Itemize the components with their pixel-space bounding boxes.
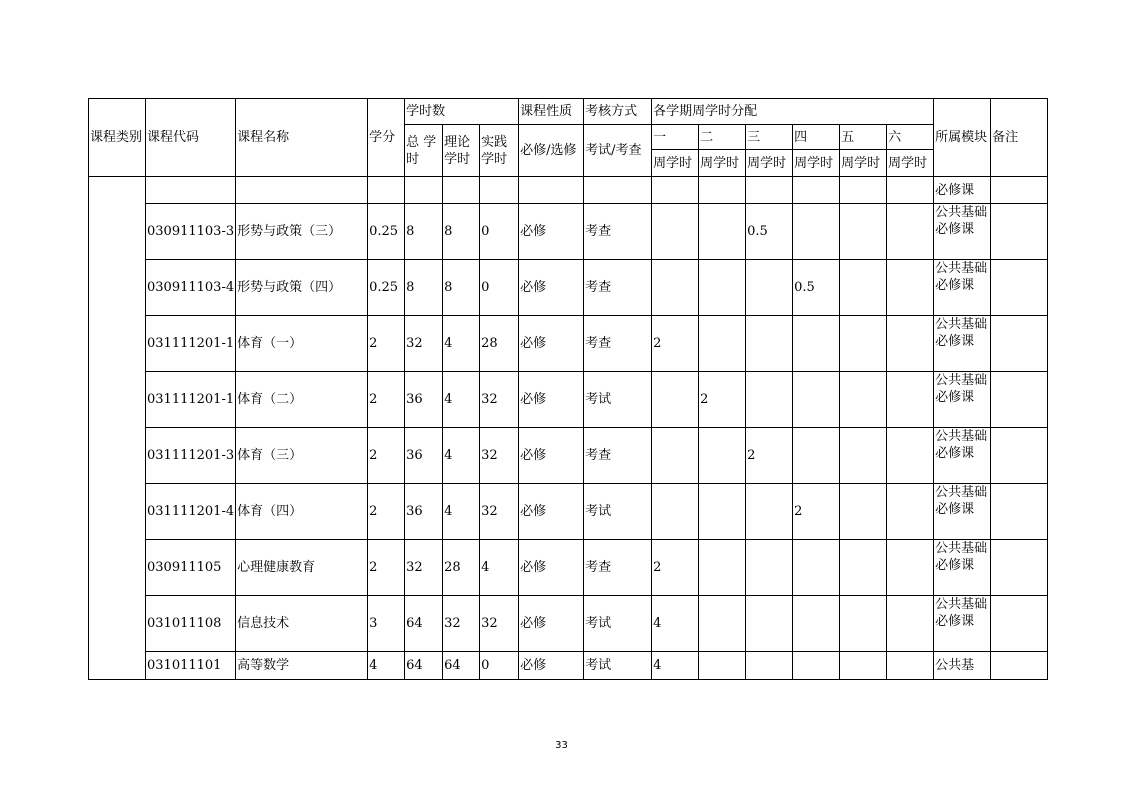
course-total-hours [405,177,443,204]
semester-2-hours [699,484,746,540]
course-theory-hours: 28 [443,540,480,596]
course-exam: 考查 [584,428,652,484]
course-credit: 3 [368,596,405,652]
course-remark [991,204,1048,260]
course-name: 形势与政策（三） [236,204,368,260]
semester-5-hours [840,204,887,260]
course-nature: 必修 [519,204,584,260]
course-total-hours: 36 [405,484,443,540]
course-theory-hours: 64 [443,652,480,680]
course-exam: 考试 [584,596,652,652]
course-theory-hours: 4 [443,484,480,540]
course-remark [991,652,1048,680]
semester-6-hours [887,204,934,260]
course-row [89,428,1048,484]
course-row [89,177,1048,204]
course-credit: 4 [368,652,405,680]
header-semester-5: 五 [840,125,887,150]
header-weekly-hours: 周学时 [840,150,887,177]
course-nature: 必修 [519,372,584,428]
course-code: 030911105 [146,540,236,596]
course-theory-hours: 8 [443,204,480,260]
course-name: 心理健康教育 [236,540,368,596]
course-exam: 考查 [584,260,652,316]
course-credit: 2 [368,540,405,596]
semester-2-hours [699,204,746,260]
course-code: 031011108 [146,596,236,652]
course-code: 031111201-4 [146,484,236,540]
course-credit: 2 [368,316,405,372]
header-credit: 学分 [368,99,405,177]
course-exam: 考试 [584,652,652,680]
course-total-hours: 32 [405,540,443,596]
course-exam: 考查 [584,204,652,260]
course-theory-hours: 32 [443,596,480,652]
header-weekly-hours: 周学时 [699,150,746,177]
semester-3-hours [746,177,793,204]
page-number: 33 [555,740,568,751]
semester-2-hours [699,177,746,204]
header-weekly-hours: 周学时 [746,150,793,177]
header-hours-group: 学时数 [405,99,519,125]
course-code: 031011101 [146,652,236,680]
course-practice-hours: 32 [480,372,519,428]
course-row [89,652,1048,680]
header-nature: 必修/选修 [519,125,584,177]
course-exam: 考查 [584,540,652,596]
semester-2-hours [699,260,746,316]
curriculum-table [88,98,1048,680]
semester-3-hours [746,484,793,540]
semester-3-hours [746,316,793,372]
semester-5-hours [840,652,887,680]
course-name: 体育（三） [236,428,368,484]
course-total-hours: 64 [405,652,443,680]
course-row [89,596,1048,652]
course-row [89,372,1048,428]
header-practice-hours: 实践学时 [480,125,519,177]
header-semester-2: 二 [699,125,746,150]
course-exam: 考试 [584,372,652,428]
semester-4-hours [793,204,840,260]
course-nature: 必修 [519,484,584,540]
header-semester-group: 各学期周学时分配 [652,99,934,125]
semester-4-hours [793,372,840,428]
semester-5-hours [840,260,887,316]
semester-1-hours [652,428,699,484]
course-total-hours: 64 [405,596,443,652]
semester-3-hours [746,652,793,680]
course-name: 高等数学 [236,652,368,680]
header-code: 课程代码 [146,99,236,177]
semester-6-hours [887,316,934,372]
course-row [89,316,1048,372]
header-weekly-hours: 周学时 [652,150,699,177]
course-module: 公共基础必修课 [934,316,991,372]
semester-4-hours [793,428,840,484]
course-credit: 2 [368,484,405,540]
header-semester-1: 一 [652,125,699,150]
course-module: 公共基础必修课 [934,204,991,260]
course-row [89,260,1048,316]
semester-2-hours [699,540,746,596]
course-name: 形势与政策（四） [236,260,368,316]
semester-3-hours [746,596,793,652]
semester-4-hours [793,177,840,204]
course-code [146,177,236,204]
semester-5-hours [840,372,887,428]
course-remark [991,484,1048,540]
semester-4-hours [793,652,840,680]
semester-1-hours [652,484,699,540]
course-credit: 0.25 [368,204,405,260]
course-practice-hours: 0 [480,260,519,316]
semester-5-hours [840,316,887,372]
course-total-hours: 8 [405,204,443,260]
course-row [89,484,1048,540]
header-exam-group: 考核方式 [584,99,652,125]
semester-3-hours [746,260,793,316]
semester-3-hours: 2 [746,428,793,484]
course-remark [991,260,1048,316]
semester-5-hours [840,428,887,484]
course-theory-hours: 4 [443,428,480,484]
course-remark [991,596,1048,652]
course-total-hours: 32 [405,316,443,372]
header-theory-hours: 理论学时 [443,125,480,177]
semester-3-hours: 0.5 [746,204,793,260]
course-practice-hours: 32 [480,484,519,540]
course-code: 030911103-4 [146,260,236,316]
course-exam [584,177,652,204]
header-weekly-hours: 周学时 [793,150,840,177]
course-remark [991,177,1048,204]
course-theory-hours: 4 [443,372,480,428]
semester-1-hours [652,204,699,260]
semester-1-hours [652,177,699,204]
course-total-hours: 36 [405,428,443,484]
course-exam: 考查 [584,316,652,372]
course-remark [991,316,1048,372]
semester-4-hours: 2 [793,484,840,540]
course-category-cell [89,177,146,680]
semester-4-hours [793,540,840,596]
course-row [89,540,1048,596]
course-module: 公共基础必修课 [934,260,991,316]
course-module: 公共基础必修课 [934,428,991,484]
course-total-hours: 36 [405,372,443,428]
course-module: 必修课 [934,177,991,204]
header-name: 课程名称 [236,99,368,177]
header-category: 课程类别 [89,99,146,177]
semester-6-hours [887,540,934,596]
semester-3-hours [746,372,793,428]
course-code: 030911103-3 [146,204,236,260]
course-module: 公共基础必修课 [934,372,991,428]
semester-5-hours [840,540,887,596]
course-practice-hours: 32 [480,596,519,652]
course-code: 031111201-1 [146,372,236,428]
course-nature: 必修 [519,652,584,680]
course-practice-hours: 32 [480,428,519,484]
course-nature: 必修 [519,596,584,652]
course-theory-hours [443,177,480,204]
course-nature: 必修 [519,260,584,316]
semester-5-hours [840,484,887,540]
header-nature-group: 课程性质 [519,99,584,125]
semester-6-hours [887,484,934,540]
header-semester-3: 三 [746,125,793,150]
course-nature: 必修 [519,540,584,596]
semester-1-hours: 4 [652,652,699,680]
header-semester-6: 六 [887,125,934,150]
course-practice-hours: 4 [480,540,519,596]
semester-4-hours [793,596,840,652]
course-name: 体育（四） [236,484,368,540]
course-module: 公共基础必修课 [934,596,991,652]
course-row [89,204,1048,260]
course-exam: 考试 [584,484,652,540]
course-module: 公共基础必修课 [934,540,991,596]
semester-6-hours [887,260,934,316]
header-module: 所属模块 [934,99,991,177]
semester-1-hours: 4 [652,596,699,652]
semester-2-hours: 2 [699,372,746,428]
semester-6-hours [887,177,934,204]
semester-6-hours [887,652,934,680]
semester-2-hours [699,428,746,484]
course-practice-hours: 28 [480,316,519,372]
course-nature: 必修 [519,428,584,484]
course-practice-hours [480,177,519,204]
course-remark [991,540,1048,596]
header-semester-4: 四 [793,125,840,150]
course-total-hours: 8 [405,260,443,316]
semester-6-hours [887,428,934,484]
semester-5-hours [840,596,887,652]
semester-4-hours: 0.5 [793,260,840,316]
header-weekly-hours: 周学时 [887,150,934,177]
course-name: 信息技术 [236,596,368,652]
course-credit: 2 [368,372,405,428]
semester-6-hours [887,372,934,428]
semester-2-hours [699,596,746,652]
semester-5-hours [840,177,887,204]
course-name [236,177,368,204]
semester-1-hours [652,372,699,428]
header-exam: 考试/考查 [584,125,652,177]
course-nature [519,177,584,204]
header-remark: 备注 [991,99,1048,177]
course-name: 体育（一） [236,316,368,372]
course-credit: 0.25 [368,260,405,316]
semester-1-hours: 2 [652,540,699,596]
course-credit: 2 [368,428,405,484]
course-remark [991,428,1048,484]
semester-2-hours [699,652,746,680]
course-theory-hours: 8 [443,260,480,316]
course-module: 公共基 [934,652,991,680]
course-remark [991,372,1048,428]
semester-3-hours [746,540,793,596]
course-nature: 必修 [519,316,584,372]
header-total-hours: 总 学时 [405,125,443,177]
semester-4-hours [793,316,840,372]
semester-2-hours [699,316,746,372]
course-code: 031111201-3 [146,428,236,484]
semester-6-hours [887,596,934,652]
course-name: 体育（二） [236,372,368,428]
semester-1-hours [652,260,699,316]
semester-1-hours: 2 [652,316,699,372]
course-theory-hours: 4 [443,316,480,372]
curriculum-table-wrapper [88,98,1048,680]
course-module: 公共基础必修课 [934,484,991,540]
course-credit [368,177,405,204]
course-practice-hours: 0 [480,204,519,260]
course-code: 031111201-1 [146,316,236,372]
course-practice-hours: 0 [480,652,519,680]
